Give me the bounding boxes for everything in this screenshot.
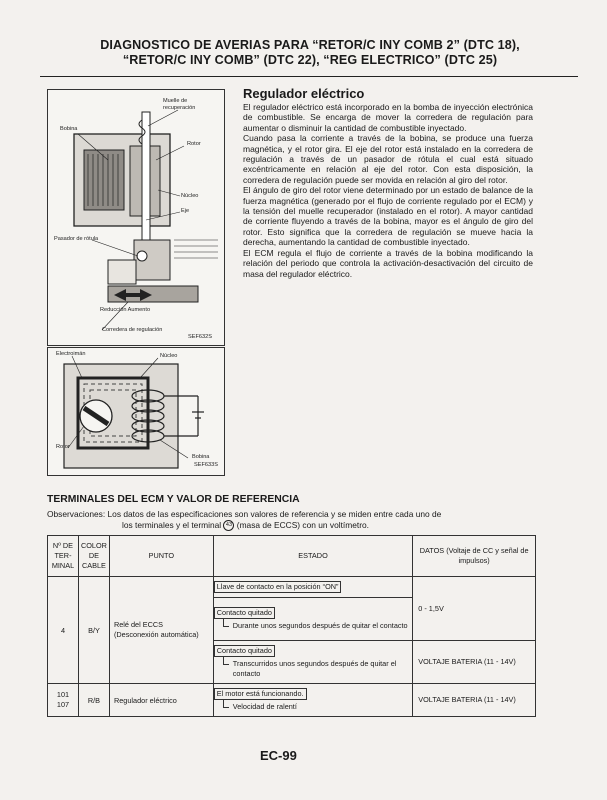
cell-estado-a [213, 577, 413, 598]
terminal-circle-badge: 43 [223, 520, 234, 531]
cell-punto: Regulador eléctrico [109, 684, 213, 717]
cell-color: B/Y [78, 577, 109, 684]
cell-dato: VOLTAJE BATERIA (11 - 14V) [413, 684, 536, 717]
condition-box: El motor está funcionando. [214, 688, 307, 700]
regulador-description [243, 102, 533, 279]
paragraph: El regulador eléctrico está incorporado en la bomba de inyección electrónica de combustible. Se encarga de mover la corredera de regulación para aumentar o disminuir la cantidad de combustible inyectado. [243, 102, 533, 133]
label-reduccion-aumento: Reducción Aumento [100, 307, 151, 313]
table-header-row [48, 536, 536, 577]
cell-estado [213, 684, 413, 717]
figure2-code: SEF633S [194, 462, 218, 468]
cell-color: R/B [78, 684, 109, 717]
table-row [48, 684, 536, 717]
condition-box: Llave de contacto en la posición “ON” [214, 581, 342, 593]
condition-detail: Durante unos segundos después de quitar el contacto [223, 621, 413, 631]
observaciones [47, 509, 587, 531]
cell-dato-c: VOLTAJE BATERIA (11 - 14V) [413, 641, 536, 684]
cell-terminal: 4 [48, 577, 79, 684]
condition-detail: Velocidad de ralentí [223, 702, 413, 712]
obs-line-1: Observaciones: Los datos de las especificaciones son valores de referencia y se miden entre cada uno de [47, 509, 442, 519]
title-line-2: “RETOR/C INY COMB” (DTC 22), “REG ELECTRICO” (DTC 25) [122, 53, 498, 67]
condition-box: Contacto quitado [214, 645, 275, 657]
header-color: COLOR DE CABLE [78, 536, 109, 577]
title-line-1: DIAGNOSTICO DE AVERIAS PARA “RETOR/C INY COMB 2” (DTC 18), [100, 38, 520, 52]
paragraph: El ángulo de giro del rotor viene determinado por un estado de balance de la fuerza magnética (generado por el flujo de corriente regulado por el ECM) y la tensión del muelle recuperador (instalado en el rotor). A mayor cantidad de corriente fluyendo a través de la bobina, mayor es el ángulo de giro del rotor. Esto significa que la corredera de regulación se mueve hacia la derecha, aumentando la cantidad de combustible inyectado. [243, 185, 533, 248]
header-datos: DATOS (Voltaje de CC y señal de impulsos) [413, 536, 536, 577]
cell-estado-b [213, 598, 413, 641]
electromagnet-figure [47, 347, 225, 476]
label-rotor: Rotor [187, 141, 201, 147]
label-muelle-recuperacion: Muelle de recuperación [163, 98, 196, 111]
regulator-cross-section-figure [47, 89, 225, 346]
cell-dato-b: 0 - 1,5V [413, 577, 536, 641]
label-eje: Eje [181, 208, 190, 214]
label-rotor-2: Rotor [56, 444, 70, 450]
obs-line-2 [47, 520, 587, 531]
label-corredera: Corredera de regulación [102, 327, 163, 333]
header-terminal: Nº DE TER- MINAL [48, 536, 79, 577]
condition-detail: Transcurridos unos segundos después de quitar el contacto [223, 659, 413, 679]
paragraph: Cuando pasa la corriente a través de la bobina, se produce una fuerza magnética, y el rotor gira. El eje del rotor está instalado en la corredera de regulación a través de un pasador de rótula el cual está situado excéntricamente en relación al eje del rotor. Con esta disposición, la corredera de regulación puede ser movida en relación al giro del rotor. [243, 133, 533, 185]
page-number: EC-99 [260, 748, 297, 763]
cell-punto: Relé del ECCS (Desconexión automática) [109, 577, 213, 684]
label-pasador-rotula: Pasador de rótula [54, 236, 99, 242]
condition-box: Contacto quitado [214, 607, 275, 619]
terminals-table [47, 535, 536, 717]
section-title-terminales: TERMINALES DEL ECM Y VALOR DE REFERENCIA [47, 494, 300, 505]
header-estado: ESTADO [213, 536, 413, 577]
label-bobina: Bobina [60, 126, 78, 132]
page-title [40, 38, 580, 68]
cell-terminal: 101 107 [48, 684, 79, 717]
table-row [48, 577, 536, 598]
label-nucleo: Núcleo [181, 193, 199, 199]
label-electroiman: Electroimán [56, 351, 86, 357]
header-punto: PUNTO [109, 536, 213, 577]
paragraph: El ECM regula el flujo de corriente a través de la bobina modificando la relación del periodo que controla la activación-desactivación del circuito de masa del regulador eléctrico. [243, 247, 533, 279]
cell-estado-c [213, 641, 413, 684]
label-nucleo-2: Núcleo [160, 353, 178, 359]
obs-text-a: los terminales y el terminal [122, 520, 222, 530]
title-divider [40, 76, 578, 77]
figure-code: SEF632S [188, 334, 212, 340]
section-title-regulador: Regulador eléctrico [243, 86, 365, 101]
label-bobina-2: Bobina [192, 454, 210, 460]
obs-text-b: (masa de ECCS) con un voltímetro. [236, 520, 369, 530]
